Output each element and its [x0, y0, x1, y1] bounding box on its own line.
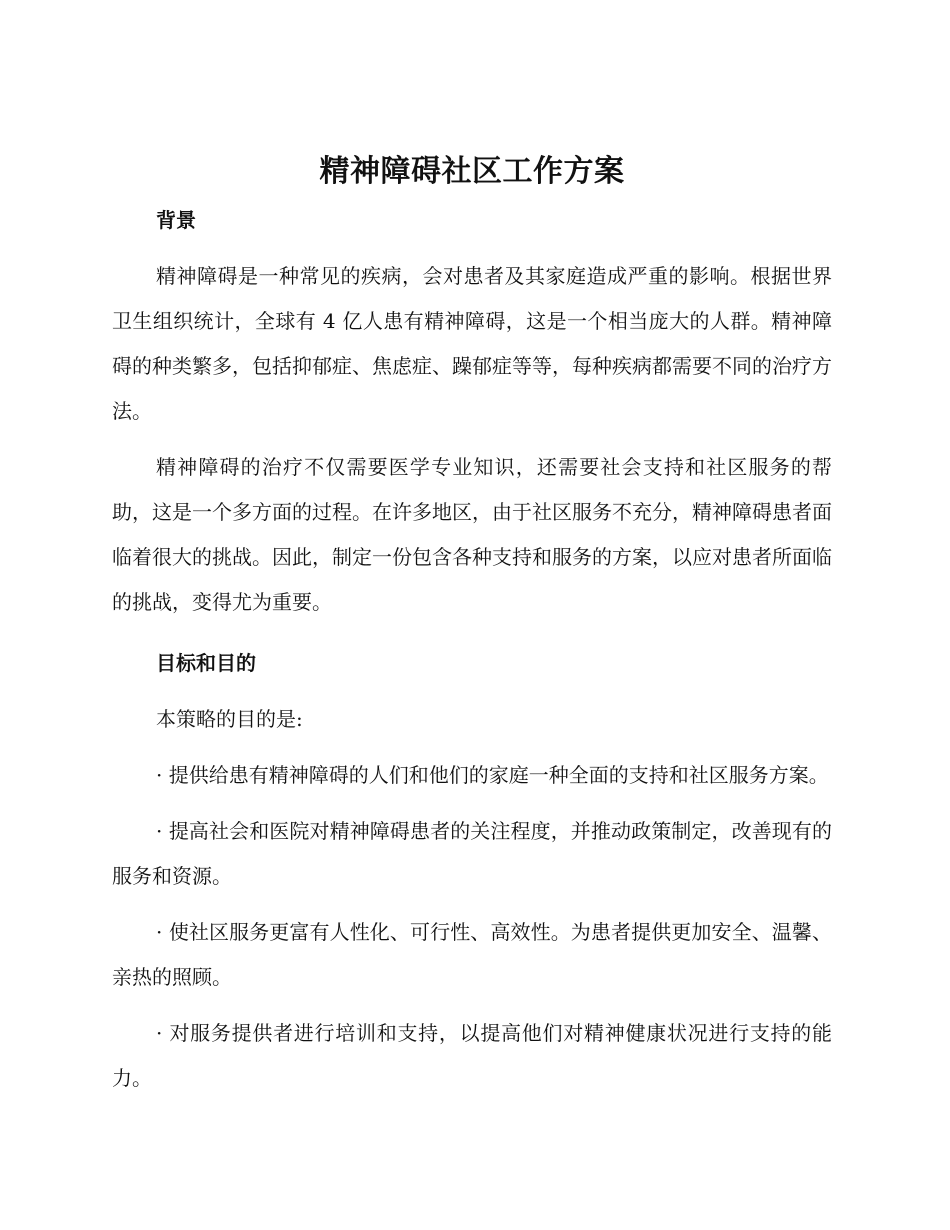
paragraph-background-1: 精神障碍是一种常见的疾病，会对患者及其家庭造成严重的影响。根据世界卫生组织统计，全球有 4 亿人患有精神障碍，这是一个相当庞大的人群。精神障碍的种类繁多，包括抑郁症、焦虑症、躁郁症等等，每种疾病都需要不同的治疗方法。: [112, 264, 832, 423]
paragraph-goals-intro: 本策略的目的是:: [156, 707, 303, 731]
document-body: [112, 150, 832, 1101]
bullet-item-4: · 对服务提供者进行培训和支持，以提高他们对精神健康状况进行支持的能力。: [112, 1021, 832, 1090]
bullet-item-1: · 提供给患有精神障碍的人们和他们的家庭一种全面的支持和社区服务方案。: [156, 763, 829, 787]
bullet-item-2: · 提高社会和医院对精神障碍患者的关注程度，并推动政策制定，改善现有的服务和资源。: [112, 819, 832, 888]
paragraph-background-2: 精神障碍的治疗不仅需要医学专业知识，还需要社会支持和社区服务的帮助，这是一个多方面的过程。在许多地区，由于社区服务不充分，精神障碍患者面临着很大的挑战。因此，制定一份包含各种支持和服务的方案，以应对患者所面临的挑战，变得尤为重要。: [112, 455, 832, 614]
section-heading-goals: 目标和目的: [156, 651, 256, 675]
bullet-item-3: · 使社区服务更富有人性化、可行性、高效性。为患者提供更加安全、温馨、亲热的照顾。: [112, 920, 832, 989]
document-title: 精神障碍社区工作方案: [319, 154, 625, 189]
section-heading-background: 背景: [156, 208, 196, 232]
